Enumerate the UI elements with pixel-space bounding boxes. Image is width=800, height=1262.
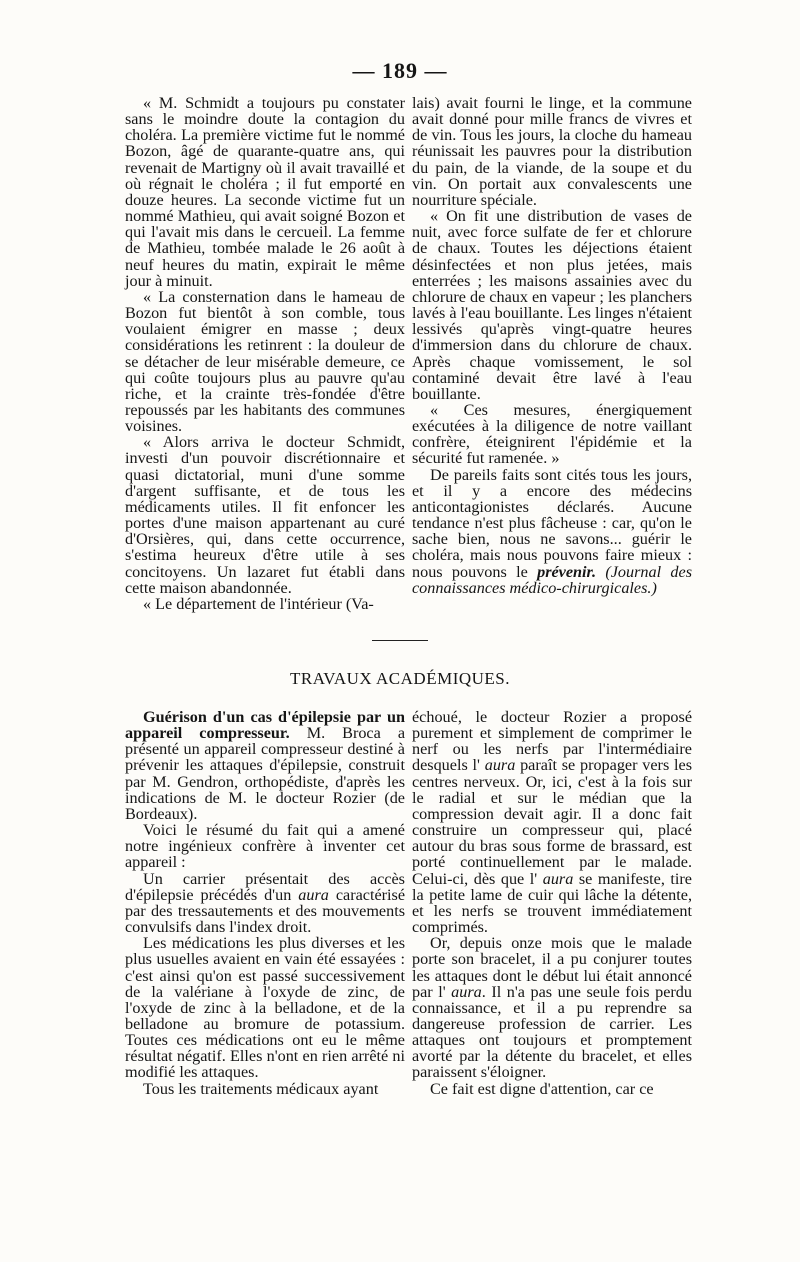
top-right-column (412, 95, 692, 596)
paragraph-text: Or, depuis onze mois que le malade porte son bracelet, il a pu conjurer toutes les attaques dont le début lui était annoncé par l' (412, 934, 692, 1001)
separator-rule (372, 640, 428, 641)
section-title: TRAVAUX ACADÉMIQUES. (289, 669, 510, 688)
paragraph (412, 709, 692, 935)
paragraph: « La consternation dans le hameau de Bozon fut bientôt à son comble, tous voulaient émigrer en masse ; deux considérations les retinrent : la douleur de se détacher de leur misérable demeure, ce qui coûte toujours plus au pauvre qu'au riche, et la crainte très-fondée d'être repoussés par les habitants des communes voisines. (125, 287, 405, 436)
paragraph: « Le département de l'intérieur (Va- (143, 594, 374, 613)
paragraph: « M. Schmidt a toujours pu constater sans le moindre doute la contagion du choléra. La première victime fut le nommé Bozon, âgé de quarante-quatre ans, qui revenait de Martigny où il avait travaillé et où régnait le choléra ; il fut emporté en douze heures. La seconde victime fut un nommé Mathieu, qui avait soigné Bozon et qui l'avait mis dans le cercueil. La femme de Mathieu, tombée malade le 26 août à neuf heures du matin, expirait le même jour à minuit. (125, 94, 405, 290)
paragraph-text: caractérisé par des tressautements et des mouvements convulsifs dans l'index droit. (125, 885, 406, 937)
page-number: — 189 — (352, 58, 448, 83)
paragraph: « Alors arriva le docteur Schmidt, investi d'un pouvoir discrétionnaire et quasi dictatorial, muni d'une somme d'argent suffisante, et de tous les médicaments utiles. Il fit enfoncer les portes d'une maison appartenant au curé d'Orsières, qui, dans cette occurrence, s'estima heureux d'être utile à ses concitoyens. Un lazaret fut établi dans cette maison abandonnée. (125, 433, 405, 597)
paragraph-text: paraît se propager vers les centres nerveux. Or, ici, c'est à la fois sur le radial et sur le médian que la compression devait agir. Il a donc fait construire un compresseur qui, placé autour du bras sous forme de brassard, est porté continuellement par le malade. Celui-ci, dès que l' (412, 756, 692, 888)
aura-term: aura (484, 756, 516, 775)
paragraph-text: . Il n'a pas une seule fois perdu connaissance, et il a pu reprendre sa dangereuse profession de carrier. Les attaques ont toujours et promptement avorté par la détente du bracelet, et elles paraissent s'éloigner. (412, 982, 692, 1082)
paragraph: Voici le résumé du fait qui a amené notre ingénieux confrère à inventer cet appareil : (125, 821, 405, 872)
paragraph (412, 467, 692, 596)
emphasis-prevenir: prévenir. (537, 562, 597, 581)
paragraph-text: M. Broca a présenté un appareil compresseur destiné à prévenir les attaques d'épilepsie, construit par M. Gendron, orthopédiste, d'après les indications de M. le docteur Rozier (de Bordeaux). (125, 724, 406, 823)
paragraph-text: se manifeste, tire la petite lame de cuir qui lâche la détente, et les nerfs se trouvent immédiatement comprimés. (412, 869, 692, 937)
bottom-right-column (412, 709, 692, 1097)
paragraph-text: échoué, le docteur Rozier a proposé purement et simplement de comprimer le nerf ou les nerfs par l'intermédiaire desquels l' (412, 708, 692, 775)
paragraph: Les médications les plus diverses et les plus usuelles avaient en vain été essayées : c'est ainsi qu'on est passé successivement de la valériane à l'oxyde de zinc, de l'oxyde de zinc à la belladone, et de la belladone au bromure de potassium. Toutes ces médications ont eu le même résultat négatif. Elles n'ont en rien arrêté ni modifié les attaques. (125, 934, 405, 1082)
citation: (Journal des connaissances médico-chirurgicales.) (412, 562, 692, 597)
top-left-column (125, 95, 405, 612)
paragraph: lais) avait fourni le linge, et la commune avait donné pour mille francs de vivres et de vin. Tous les jours, la cloche du hameau réunissait les pauvres pour la distribution du pain, de la viande, de la soupe et du vin. On portait aux convalescents une nourriture spéciale. (412, 94, 692, 209)
paragraph: « Ces mesures, énergiquement exécutées à la diligence de notre vaillant confrère, éteignirent l'épidémie et la sécurité fut ramenée. » (412, 400, 692, 468)
aura-term: aura (298, 885, 329, 904)
paragraph: Ce fait est digne d'attention, car ce (430, 1079, 654, 1098)
paragraph-text: De pareils faits sont cités tous les jours, et il y a encore des médecins anticontagionistes déclarés. Aucune tendance n'est plus fâcheuse : car, qu'on le sache bien, nous ne savons... guérir le choléra, mais nous pouvons faire mieux : nous pouvons le (412, 465, 692, 581)
paragraph (412, 935, 692, 1080)
paragraph-text: Un carrier présentait des accès d'épilepsie précédés d'un (125, 869, 405, 904)
aura-term: aura (542, 869, 574, 888)
bottom-left-column (125, 709, 405, 1097)
article-title: Guérison d'un cas d'épilepsie par un appareil compresseur. (125, 708, 405, 743)
paragraph: Tous les traitements médicaux ayant (143, 1079, 379, 1098)
paragraph (125, 709, 405, 822)
paragraph: « On fit une distribution de vases de nuit, avec force sulfate de fer et chlorure de chaux. Toutes les déjections étaient désinfectées et non plus jetées, mais enterrées ; les maisons assainies avec du chlorure de chaux en vapeur ; les planchers lavés à l'eau bouillante. Les linges n'étaient lessivés qu'après vingt-quatre heures d'immersion dans du chlorure de chaux. Après chaque vomissement, le sol contaminé devait être lavé à l'eau bouillante. (412, 207, 693, 403)
paragraph (125, 871, 405, 936)
aura-term: aura (451, 982, 482, 1001)
